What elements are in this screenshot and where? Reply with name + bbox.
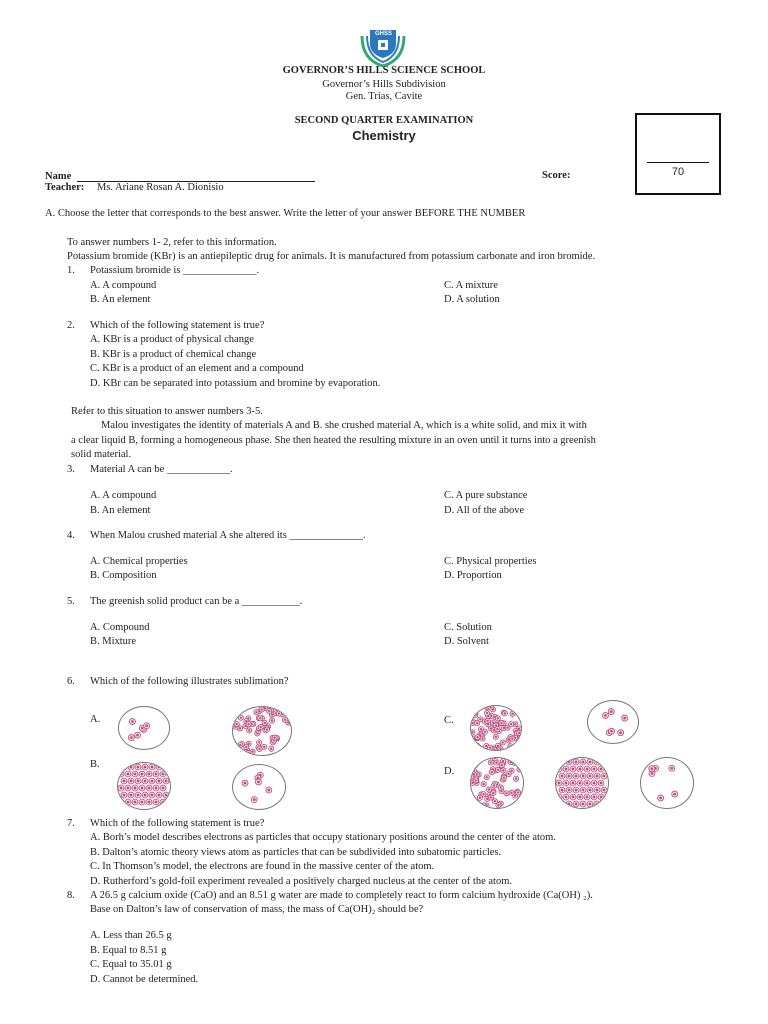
q2-text: Which of the following statement is true? [90, 320, 265, 331]
q1-text: Potassium bromide is ______________. [90, 265, 260, 276]
q1-option-a[interactable]: A. A compound [90, 280, 157, 291]
q6-option-a[interactable]: A. [90, 714, 101, 725]
situation-text-1: Malou investigates the identity of materials A and B. she crushed material A, which is a white solid, and mix it with [101, 420, 587, 431]
q7-option-d[interactable]: D. Rutherford’s gold-foil experiment revealed a positively charged nucleus at the center of the atom. [90, 876, 512, 887]
q8-option-d[interactable]: D. Cannot be determined. [90, 974, 199, 985]
q3-number: 3. [67, 464, 75, 475]
q1-number: 1. [67, 265, 75, 276]
logo-text: GHSS [375, 31, 393, 37]
particle-diagram-c-before [470, 705, 522, 751]
school-subdivision: Governor’s Hills Subdivision [322, 79, 446, 90]
particle-diagram-d-first [470, 757, 524, 809]
q8-text-2: Base on Dalton’s law of conservation of mass, the mass of Ca(OH)₂ should be? [90, 904, 424, 915]
q1-option-b[interactable]: B. An element [90, 294, 151, 305]
particle-diagram-d-second [555, 757, 609, 809]
q6-number: 6. [67, 676, 75, 687]
situation-text-2: a clear liquid B, forming a homogeneous phase. She then heated the resulting mixture in an oven until it turns into a greenish [71, 435, 596, 446]
score-line [647, 162, 709, 163]
q8-text-1: A 26.5 g calcium oxide (CaO) and an 8.51 g water are made to completely react to form calcium hydroxide (Ca(OH) ₂). [90, 890, 593, 901]
q4-option-d[interactable]: D. Proportion [444, 570, 502, 581]
q7-option-b[interactable]: B. Dalton’s atomic theory views atom as particles that can be subdivided into subatomic particles. [90, 847, 502, 858]
q7-number: 7. [67, 818, 75, 829]
particle-diagram-d-third [640, 757, 694, 809]
info-1-intro: To answer numbers 1- 2, refer to this information. [67, 237, 277, 248]
q8-option-a[interactable]: A. Less than 26.5 g [90, 930, 172, 941]
particle-diagram-b-before [117, 762, 171, 810]
q6-option-b[interactable]: B. [90, 759, 100, 770]
q3-text: Material A can be ____________. [90, 464, 233, 475]
situation-text-3: solid material. [71, 449, 132, 460]
section-a-instructions: A. Choose the letter that corresponds to the best answer. Write the letter of your answer BEFORE THE NUMBER [45, 208, 526, 219]
subject-title: Chemistry [352, 128, 416, 143]
school-name: GOVERNOR’S HILLS SCIENCE SCHOOL [282, 65, 486, 76]
q3-option-b[interactable]: B. An element [90, 505, 151, 516]
q6-option-c[interactable]: C. [444, 715, 454, 726]
q4-option-b[interactable]: B. Composition [90, 570, 157, 581]
q7-option-c[interactable]: C. In Thomson’s model, the electrons are found in the massive center of the atom. [90, 861, 435, 872]
q6-option-d[interactable]: D. [444, 766, 455, 777]
info-1-text: Potassium bromide (KBr) is an antiepileptic drug for animals. It is manufactured from potassium carbonate and iron bromide. [67, 251, 596, 262]
q4-text: When Malou crushed material A she altered its ______________. [90, 530, 366, 541]
q5-text: The greenish solid product can be a ___________. [90, 596, 303, 607]
exam-title: SECOND QUARTER EXAMINATION [294, 115, 474, 126]
q2-option-b[interactable]: B. KBr is a product of chemical change [90, 349, 257, 360]
q4-option-c[interactable]: C. Physical properties [444, 556, 537, 567]
q5-option-a[interactable]: A. Compound [90, 622, 150, 633]
q2-option-c[interactable]: C. KBr is a product of an element and a compound [90, 363, 304, 374]
q6-text: Which of the following illustrates sublimation? [90, 676, 289, 687]
q2-option-a[interactable]: A. KBr is a product of physical change [90, 334, 254, 345]
score-total: 70 [671, 166, 685, 178]
q5-number: 5. [67, 596, 75, 607]
q8-option-c[interactable]: C. Equal to 35.01 g [90, 959, 172, 970]
particle-diagram-a-before [118, 706, 170, 750]
q7-option-a[interactable]: A. Borh’s model describes electrons as particles that occupy stationary positions around the center of the atom. [90, 832, 556, 843]
particle-diagram-a-after [232, 706, 292, 756]
q4-option-a[interactable]: A. Chemical properties [90, 556, 188, 567]
q3-option-c[interactable]: C. A pure substance [444, 490, 528, 501]
q5-option-b[interactable]: B. Mixture [90, 636, 137, 647]
q5-option-d[interactable]: D. Solvent [444, 636, 489, 647]
teacher-label: Teacher: [45, 182, 85, 193]
particle-diagram-b-after [232, 764, 286, 810]
school-logo [358, 26, 408, 68]
situation-intro: Refer to this situation to answer numbers 3-5. [71, 406, 263, 417]
q7-text: Which of the following statement is true? [90, 818, 265, 829]
q1-option-d[interactable]: D. A solution [444, 294, 500, 305]
particle-diagram-c-after [587, 700, 639, 744]
school-city: Gen. Trias, Cavite [345, 91, 423, 102]
q2-option-d[interactable]: D. KBr can be separated into potassium and bromine by evaporation. [90, 378, 381, 389]
name-label: Name [45, 171, 72, 182]
q4-number: 4. [67, 530, 75, 541]
q1-option-c[interactable]: C. A mixture [444, 280, 498, 291]
q3-option-a[interactable]: A. A compound [90, 490, 157, 501]
q3-option-d[interactable]: D. All of the above [444, 505, 525, 516]
teacher-name: Ms. Ariane Rosan A. Dionisio [97, 182, 224, 193]
q2-number: 2. [67, 320, 75, 331]
q5-option-c[interactable]: C. Solution [444, 622, 492, 633]
q8-option-b[interactable]: B. Equal to 8.51 g [90, 945, 167, 956]
score-box [635, 113, 721, 195]
score-label: Score: [542, 170, 571, 181]
q8-number: 8. [67, 890, 75, 901]
